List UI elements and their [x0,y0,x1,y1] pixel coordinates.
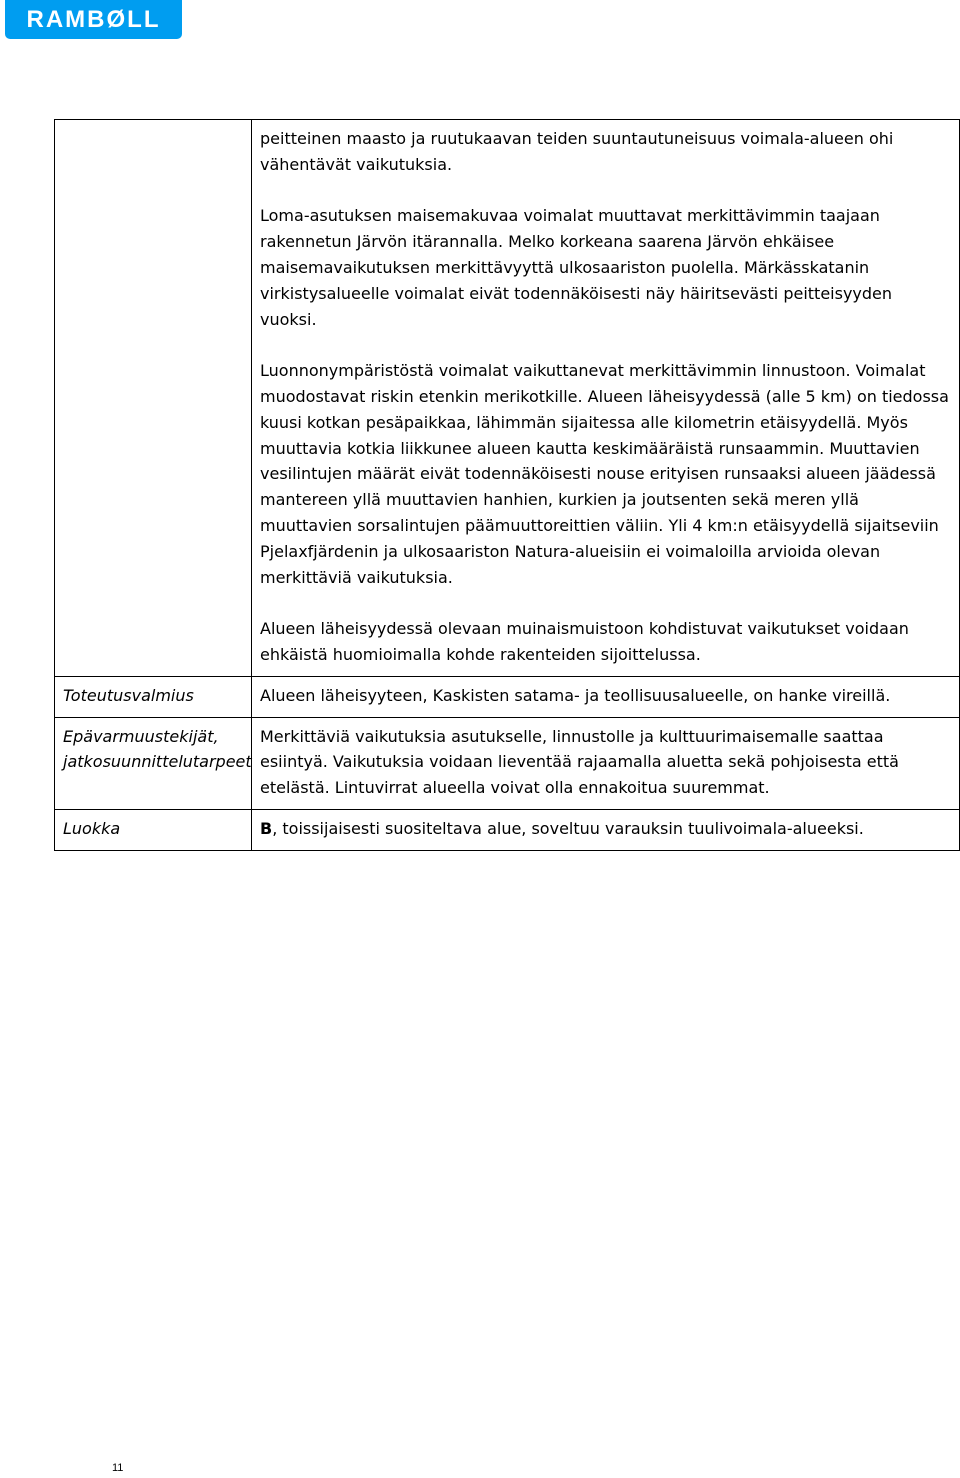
table-row [55,676,960,717]
uncertainties-cell: Merkittäviä vaikutuksia asutukselle, linnustolle ja kulttuurimaisemalle saattaa esiintyä. Vaikutuksia voidaan lieventää rajaamalla aluetta sekä pohjoisesta että etelästä. Lintuvirrat alueella voivat olla ennakoitua suuremmat. [252,717,960,809]
impact-description-cell [252,120,960,677]
class-description: , toissijaisesti suositeltava alue, soveltuu varauksin tuulivoimala-alueeksi. [272,818,864,838]
row-label-empty [55,120,252,677]
class-letter: B [260,818,273,838]
table-row [55,120,960,677]
logo-text: RAMBØLL [26,5,161,33]
readiness-cell: Alueen läheisyyteen, Kaskisten satama- ja teollisuusalueelle, on hanke vireillä. [252,676,960,717]
paragraph-heritage: Alueen läheisyydessä olevaan muinaismuistoon kohdistuvat vaikutukset voidaan ehkäistä huomioimalla kohde rakenteiden sijoittelussa. [260,619,909,664]
row-label-uncertainties: Epävarmuustekijät, jatkosuunnittelutarpeet [55,717,252,809]
assessment-table [54,119,960,851]
ramboll-logo [5,0,182,39]
page-number: 11 [112,1462,124,1474]
paragraph-terrain: peitteinen maasto ja ruutukaavan teiden suuntautuneisuus voimala-alueen ohi vähentävät vaikutuksia. [260,129,894,174]
paragraph-nature: Luonnonympäristöstä voimalat vaikuttanevat merkittävimmin linnustoon. Voimalat muodostavat riskin etenkin merikotkille. Alueen läheisyydessä (alle 5 km) on tiedossa kuusi kotkan pesäpaikkaa, lähimmän sijaitessa alle kilometrin etäisyydellä. Myös muuttavia kotkia liikkunee alueen kautta keskimääräistä runsaammin. Muuttavien vesilintujen määrät eivät todennäköisesti nouse erityisen runsaaksi alueen jäädessä mantereen yllä muuttavien hanhien, kurkien ja joutsenten sekä meren yllä muuttavien sorsalintujen päämuuttoreittien väliin. Yli 4 km:n etäisyydellä sijaitseviin Pjelaxfjärdenin ja ulkosaariston Natura-alueisiin ei voimaloilla arvioida olevan merkittäviä vaikutuksia. [260,361,949,587]
paragraph-holiday-housing: Loma-asutuksen maisemakuvaa voimalat muuttavat merkittävimmin taajaan rakennetun Järvön itärannalla. Melko korkeana saarena Järvön ehkäisee maisemavaikutuksen merkittävyyttä ulkosaariston puolella. Märkässkatanin virkistysalueelle voimalat eivät todennäköisesti näy häiritsevästi peitteisyyden vuoksi. [260,206,893,329]
row-label-class: Luokka [55,809,252,850]
table-row [55,809,960,850]
row-label-readiness: Toteutusvalmius [55,676,252,717]
class-cell [252,809,960,850]
table-row [55,717,960,809]
